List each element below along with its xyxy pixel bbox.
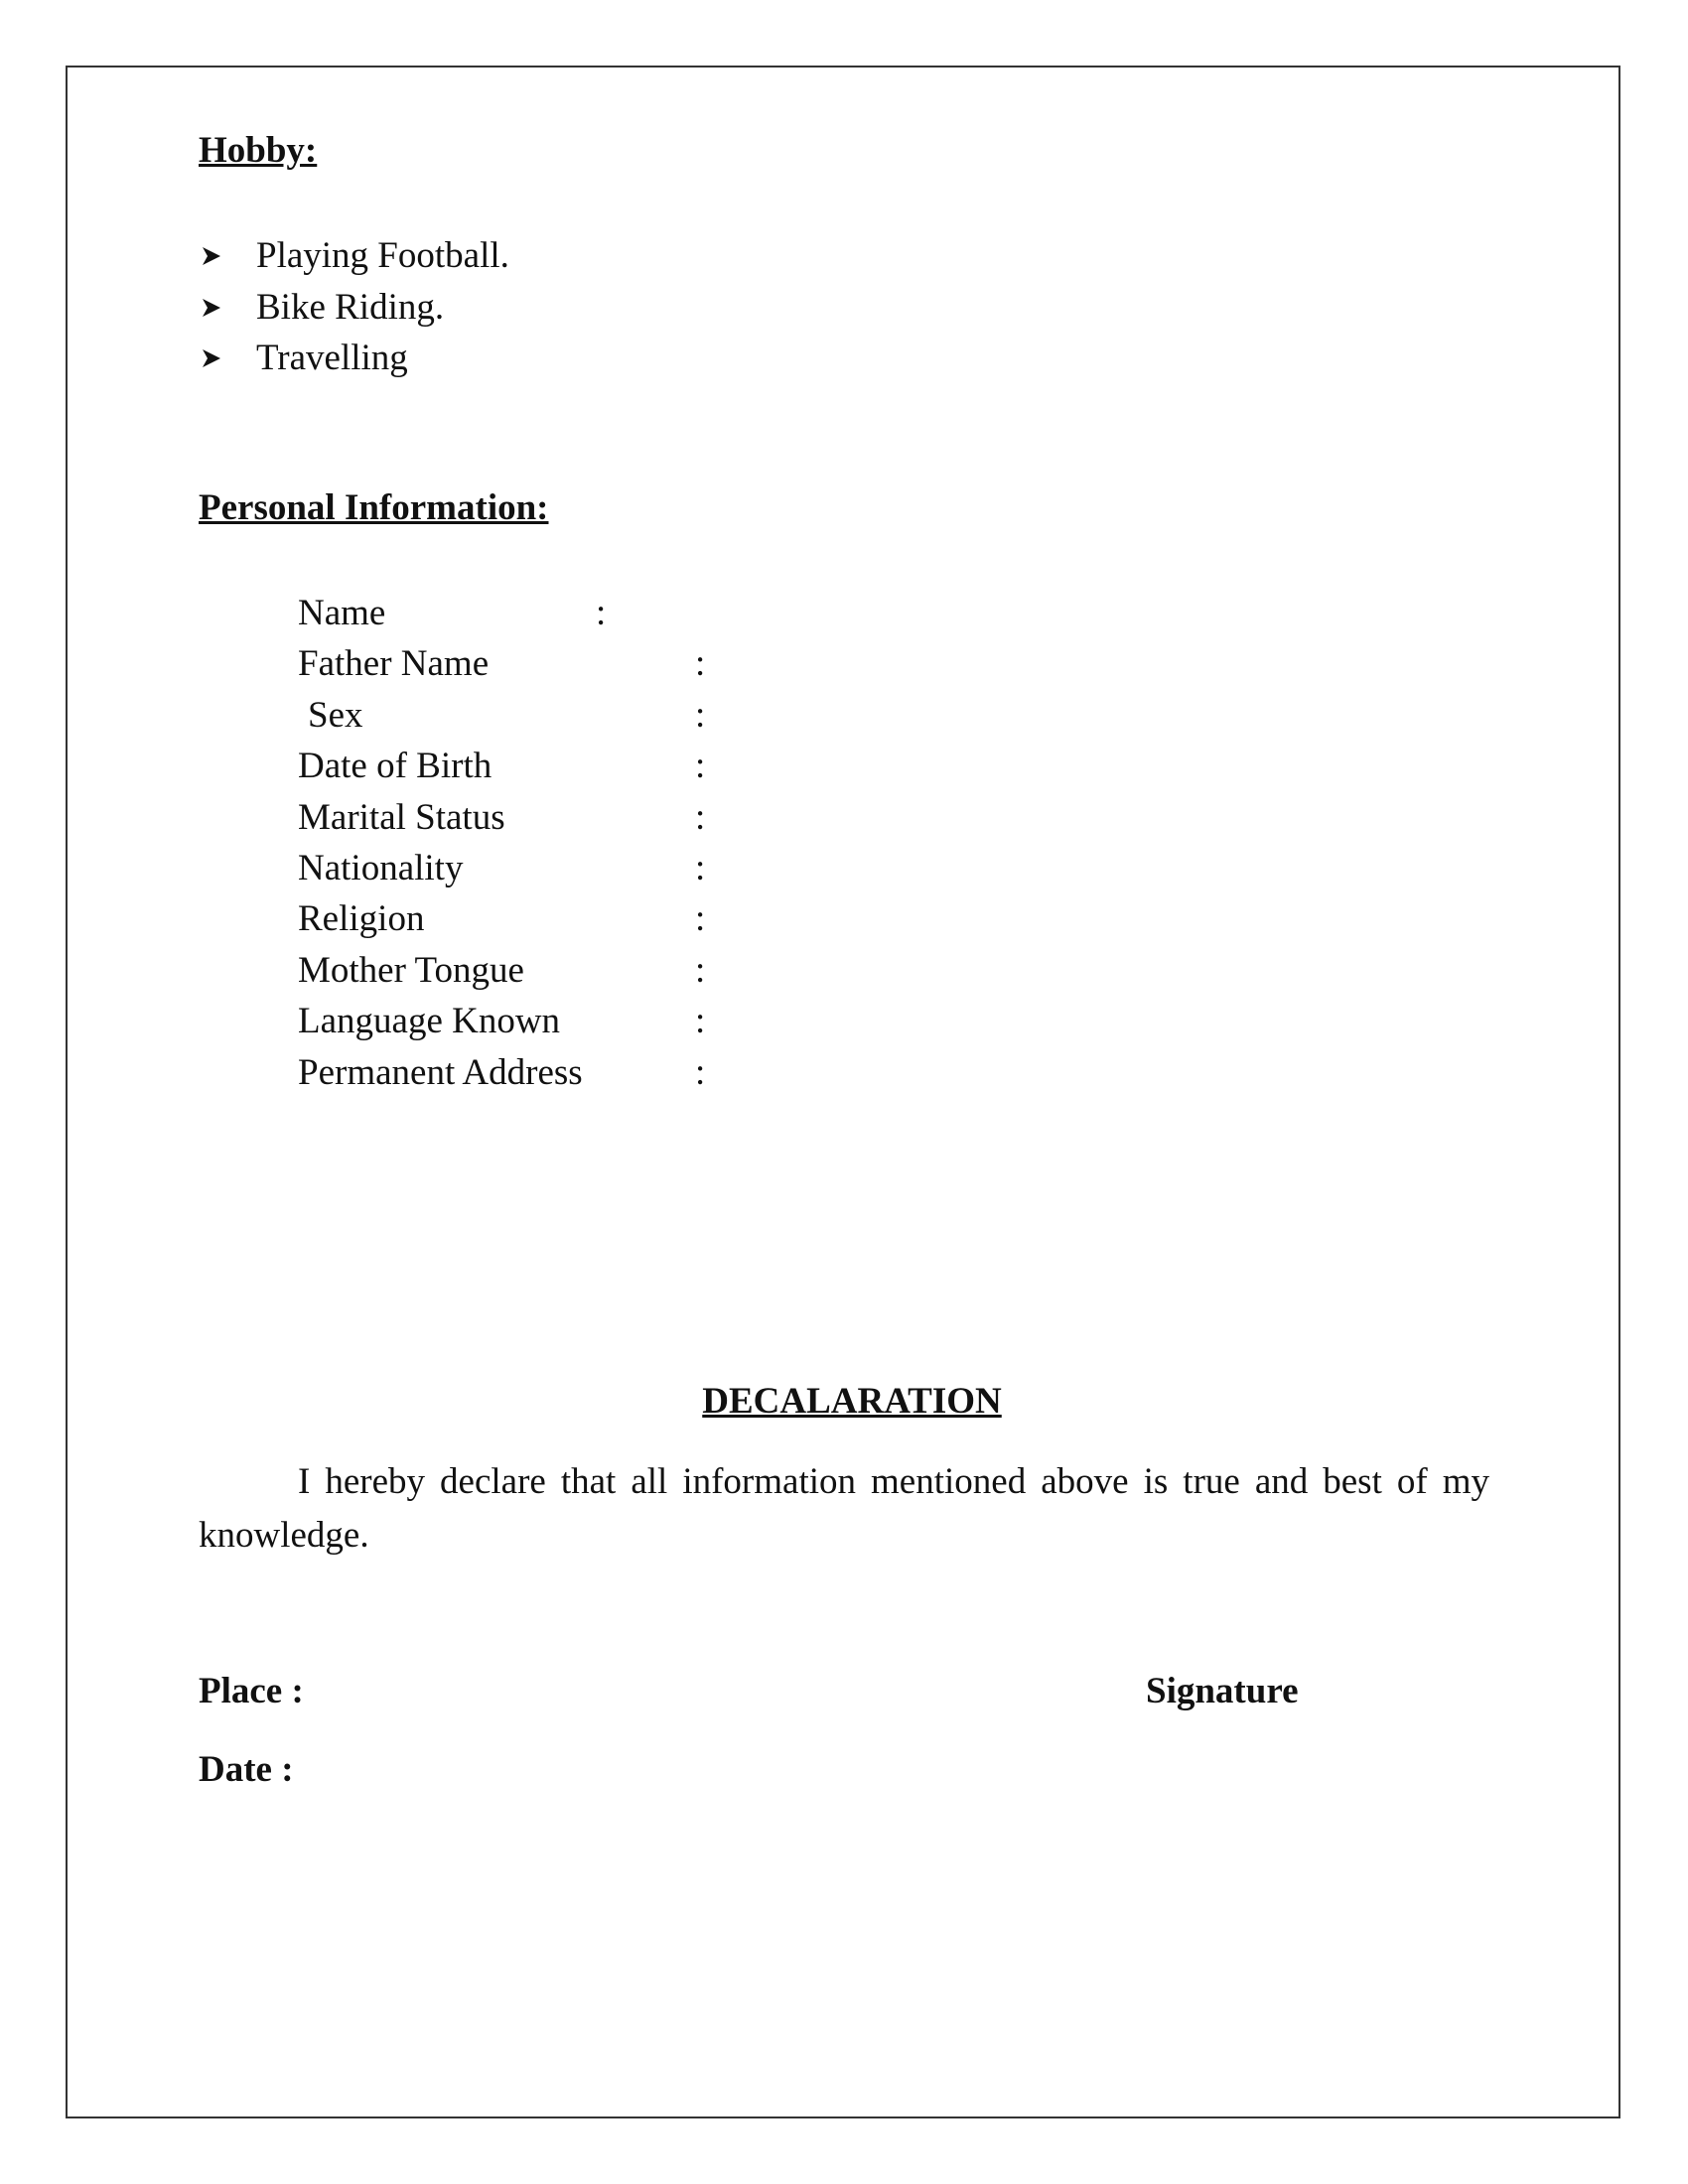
info-row-marital-status [298,792,894,843]
hobby-list [199,230,509,384]
hobby-item-text: Travelling [256,338,408,379]
info-row-mother-tongue [298,945,894,996]
field-separator: : [695,1001,706,1042]
place-label: Place : [199,1671,304,1711]
field-label: Nationality [298,847,464,888]
field-separator: : [695,1051,706,1093]
field-label: Religion [298,898,425,940]
info-row-date-of-birth [298,741,894,791]
field-label: Mother Tongue [298,949,524,991]
declaration-title: DECALARATION [702,1381,1002,1422]
info-row-sex [298,690,894,741]
info-row-nationality [298,843,894,893]
declaration-text: I hereby declare that all information mentioned above is true and best of my knowledge. [199,1461,1489,1556]
list-item [199,230,509,282]
arrow-bullet-icon [199,230,256,281]
list-item [199,333,509,384]
field-label: Permanent Address [298,1051,583,1093]
info-row-religion [298,893,894,944]
info-row-permanent-address [298,1047,894,1098]
field-label: Date of Birth [298,746,492,787]
field-separator: : [695,847,706,888]
field-label: Sex [308,694,363,736]
hobby-item-text: Playing Football. [256,235,509,277]
field-label: Name [298,593,386,633]
arrow-bullet-icon [199,333,256,383]
info-row-name [298,588,894,638]
field-label: Father Name [298,643,490,685]
field-label: Marital Status [298,796,505,838]
field-separator: : [695,643,706,685]
personal-info-table [298,588,894,1098]
field-separator: : [695,796,706,838]
field-label: Language Known [298,1001,561,1042]
arrow-bullet-icon [199,282,256,333]
field-separator: : [695,694,706,736]
field-separator: : [695,898,706,940]
list-item [199,282,509,334]
signature-label: Signature [1146,1671,1299,1711]
info-row-father-name [298,638,894,689]
hobby-heading: Hobby: [199,130,318,171]
hobby-item-text: Bike Riding. [256,286,445,328]
field-separator: : [695,949,706,991]
field-separator: : [596,593,607,633]
date-label: Date : [199,1749,294,1790]
info-row-language-known [298,996,894,1046]
personal-info-heading: Personal Information: [199,487,549,528]
field-separator: : [695,746,706,787]
